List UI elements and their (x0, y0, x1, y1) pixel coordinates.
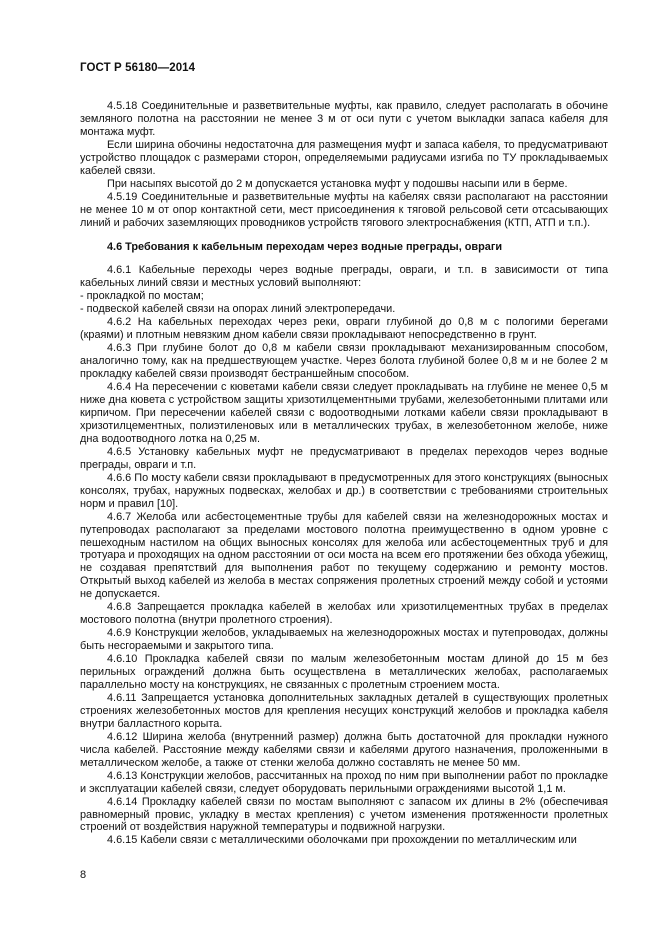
page-body (80, 100, 608, 847)
list-item-bridges: - прокладкой по мостам; (80, 290, 204, 303)
paragraph-4-6-14: 4.6.14 Прокладку кабелей связи по мостам выполняют с запасом их длины в 2% (обеспечивая равномерный провис, укладку в местах крепления) с учетом изменения протяженности пролетных строений от воздействия наружной температуры и подвижной нагрузки. (80, 795, 608, 834)
paragraph-4-6-15: 4.6.15 Кабели связи с металлическими оболочками при прохождении по металлическим или (107, 834, 577, 847)
paragraph-4-6-8: 4.6.8 Запрещается прокладка кабелей в желобах или хризотилцементных трубах в пределах мостового полотна (внутри пролетного строения). (80, 601, 608, 627)
paragraph-4-6-5: 4.6.5 Установку кабельных муфт не предусматривают в пределах переходов через водные преграды, овраги и т.п. (80, 445, 608, 471)
paragraph-4-6-10: 4.6.10 Прокладка кабелей связи по малым железобетонным мостам длиной до 15 м без перильных ограждений должна быть осуществлена в металлических желобах, располагаемых параллельно мосту на конструкциях, не связанных с пролетным строением моста. (80, 653, 608, 691)
document-header: ГОСТ Р 56180—2014 (80, 62, 196, 74)
section-heading-4-6: 4.6 Требования к кабельным переходам через водные преграды, овраги (107, 240, 503, 253)
paragraph-4-6-3: 4.6.3 При глубине болот до 0,8 м кабели связи прокладывают механизированным способом, аналогично тому, как на предшествующем участке. Через болота глубиной более 0,8 м и не более 2 м прокладку кабелей связи производят бестраншейным способом. (80, 342, 608, 381)
paragraph-4-6-1: 4.6.1 Кабельные переходы через водные преграды, овраги, и т.п. в зависимости от типа кабельных линий связи и местных условий выполняют: (80, 264, 608, 290)
paragraph-4-6-6: 4.6.6 По мосту кабели связи прокладывают в предусмотренных для этого конструкциях (выносных консолях, трубах, наружных подвесках, желобах и др.) в соответствии с требованиями строительных норм и правил [10]. (80, 471, 608, 510)
paragraph-4-6-11: 4.6.11 Запрещается установка дополнительных закладных деталей в существующих пролетных строениях железобетонных мостов для крепления несущих конструкций желобов и прокладка кабеля внутри балластного корыта. (80, 691, 608, 730)
paragraph-4-6-12: 4.6.12 Ширина желоба (внутренний размер) должна быть достаточной для прокладки нужного числа кабелей. Расстояние между кабелями связи и кабелями другого назначения, проложенными в металлическом желобе, а также от стенки желоба должно составлять не менее 50 мм. (80, 730, 608, 769)
paragraph-4-6-2: 4.6.2 На кабельных переходах через реки, овраги глубиной до 0,8 м с пологими берегами (краями) и плотным невязким дном кабели связи прокладывают непосредственно в грунт. (80, 316, 608, 342)
paragraph-4-5-19: 4.5.19 Соединительные и разветвительные муфты на кабелях связи располагают на расстоянии не менее 10 м от опор контактной сети, мест присоединения к тяговой рельсовой сети отсасывающих линий и рабочих заземляющих проводников устройств тягового электроснабжения (КТП, АТП и т.п.). (80, 190, 608, 229)
paragraph-4-6-7: 4.6.7 Желоба или асбестоцементные трубы для кабелей связи на железнодорожных мостах и путепроводах располагают за пределами мостового полотна преимущественно в одном уровне с пешеходным настилом на общих выносных консолях для желоба или асбестоцементных труб и для тротуара и проходящих на одном расстоянии от оси моста на всем его протяжении без обхода убежищ, не создавая препятствий для выполнения работ по текущему содержанию и ремонту мостов. Открытый выход кабелей из желоба в местах сопряжения пролетных строений между собой и устоями не допускается. (80, 510, 608, 601)
page-number: 8 (80, 869, 87, 881)
paragraph-4-6-9: 4.6.9 Конструкции желобов, укладываемых на железнодорожных мостах и путепроводах, должны быть несгораемыми и закрытого типа. (80, 627, 608, 653)
list-item-power-lines: - подвеской кабелей связи на опорах линий электропередачи. (80, 303, 396, 316)
paragraph-4-6-13: 4.6.13 Конструкции желобов, рассчитанных на проход по ним при выполнении работ по прокладке и эксплуатации кабелей связи, следует оборудовать перильными ограждениями высотой 1,1 м. (80, 769, 608, 795)
paragraph-4-5-18: 4.5.18 Соединительные и разветвительные муфты, как правило, следует располагать в обочине земляного полотна на расстоянии не менее 3 м от оси пути с учетом выкладки запаса кабеля для монтажа муфт. (80, 100, 608, 138)
paragraph-4-6-4: 4.6.4 На пересечении с кюветами кабели связи следует прокладывать на глубине не менее 0,5 м ниже дна кювета с устройством защиты хризотилцементными трубами, железобетонными плитами или кирпичом. При пересечении кабелей связи с водоотводными лотками кабели связи прокладывают в хризотилцементных, полиэтиленовых или в металлических трубах, в железобетонном желобе, ниже дна водоотводного лотка на 0,25 м. (80, 381, 608, 445)
paragraph-embankment: При насыпях высотой до 2 м допускается установка муфт у подошвы насыпи или в берме. (107, 177, 568, 190)
paragraph-shoulder-width: Если ширина обочины недостаточна для размещения муфт и запаса кабеля, то предусматривают устройство площадок с размерами сторон, определяемыми радиусами изгиба по ТУ прокладываемых кабелей связи. (80, 138, 608, 177)
